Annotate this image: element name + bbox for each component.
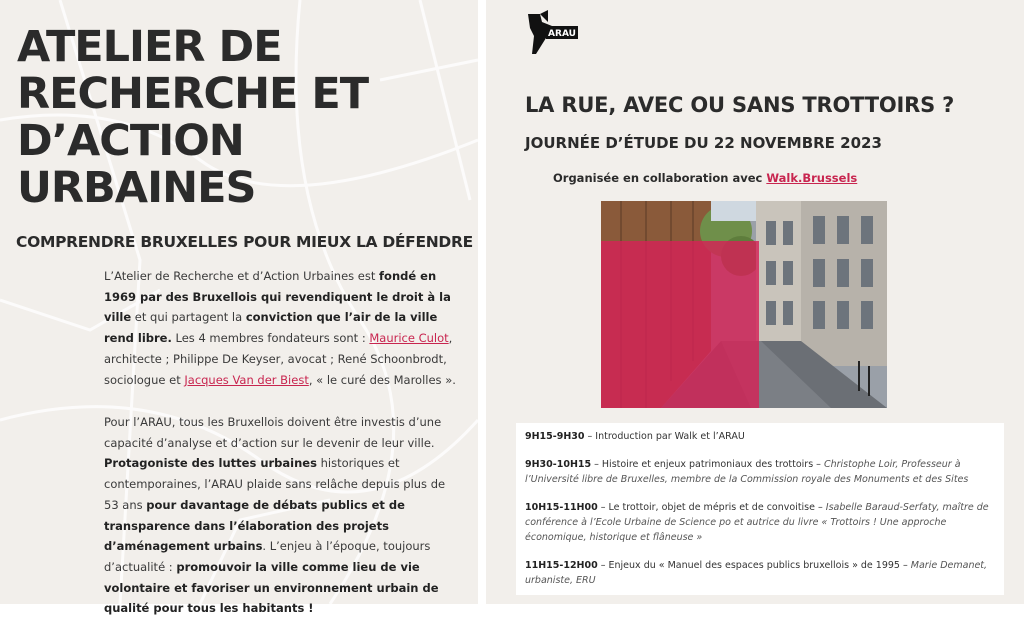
program-item — [525, 457, 994, 487]
program-list — [516, 423, 1004, 595]
left-panel — [0, 0, 478, 616]
title-line: RECHERCHE ET — [17, 69, 369, 119]
organised-by — [553, 171, 857, 185]
program-item — [525, 500, 994, 545]
street-photo — [601, 201, 887, 408]
event-date: JOURNÉE D’ÉTUDE DU 22 NOVEMBRE 2023 — [525, 134, 882, 152]
program-time: 9H15-9H30 — [525, 431, 585, 442]
title-line: URBAINES — [17, 163, 256, 213]
mission-paragraph — [104, 412, 456, 619]
link-walk-brussels[interactable]: Walk.Brussels — [766, 171, 858, 185]
bold-text: promouvoir la ville comme lieu de vie volontaire et favoriser un environnement urbain de qualité pour tous les habitants ! — [104, 559, 439, 616]
bold-text: fondé en 1969 par des Bruxellois qui revendiquent le droit à la ville — [104, 269, 451, 325]
text-span: . L’enjeu à l’époque, toujours d’actualité : — [104, 539, 431, 574]
program-text: – Enjeux du « Manuel des espaces publics bruxellois » de 1995 – — [597, 560, 911, 571]
page-title — [17, 24, 368, 212]
program-speaker: Christophe Loir, Professeur à l’Université libre de Bruxelles, membre de la Commission royale des Monuments et des Sites — [525, 459, 969, 485]
intro-paragraph — [104, 266, 456, 390]
link-jacques-van-der-biest[interactable]: Jacques Van der Biest — [184, 372, 309, 387]
bold-text: conviction que l’air de la ville rend libre. — [104, 310, 438, 346]
program-item — [525, 429, 994, 444]
program-text: – Introduction par Walk et l’ARAU — [584, 431, 745, 442]
program-time: 11H15-12H00 — [525, 560, 598, 571]
text-span: Pour l’ARAU, tous les Bruxellois doivent être investis d’une capacité d’analyse et d’action sur le devenir de leur ville. — [104, 415, 442, 450]
program-text: – Histoire et enjeux patrimoniaux des trottoirs – — [591, 459, 824, 470]
title-line: D’ACTION — [17, 116, 244, 166]
bold-text: Protagoniste des luttes urbaines — [104, 456, 317, 471]
program-speaker: Marie Demanet, urbaniste, ERU — [525, 560, 988, 586]
text-span: Les 4 membres fondateurs sont : — [171, 331, 370, 346]
text-span: et qui partagent la — [131, 310, 246, 325]
text-span: , « le curé des Marolles ». — [308, 372, 456, 387]
text-span: Organisée en collaboration avec — [553, 171, 767, 185]
subtitle: COMPRENDRE BRUXELLES POUR MIEUX LA DÉFENDRE — [16, 233, 473, 251]
arau-logo[interactable] — [526, 8, 580, 56]
program-time: 10H15-11H00 — [525, 502, 598, 513]
bold-text: pour davantage de débats publics et de transparence dans l’élaboration des projets d’aménagement urbains — [104, 497, 405, 554]
text-span: L’Atelier de Recherche et d’Action Urbaines est — [104, 269, 380, 283]
program-time: 9H30-10H15 — [525, 459, 592, 470]
logo-text: ARAU — [548, 29, 576, 39]
text-span: historiques et contemporaines, l’ARAU plaide sans relâche depuis plus de 53 ans — [104, 456, 446, 512]
program-text: – Le trottoir, objet de mépris et de convoitise – — [597, 502, 826, 513]
text-span: , architecte ; Philippe De Keyser, avocat ; René Schoonbrodt, sociologue et — [104, 331, 453, 387]
program-item — [525, 558, 994, 588]
title-line: ATELIER DE — [17, 22, 282, 72]
program-speaker: Isabelle Baraud-Serfaty, maître de conférence à l’Ecole Urbaine de Science po et autrice du livre « Trottoirs ! Une approche économique, historique et flâneuse » — [525, 502, 989, 543]
event-title: LA RUE, AVEC OU SANS TROTTOIRS ? — [525, 93, 955, 117]
link-maurice-culot[interactable]: Maurice Culot — [369, 331, 449, 346]
right-panel — [486, 0, 1024, 604]
